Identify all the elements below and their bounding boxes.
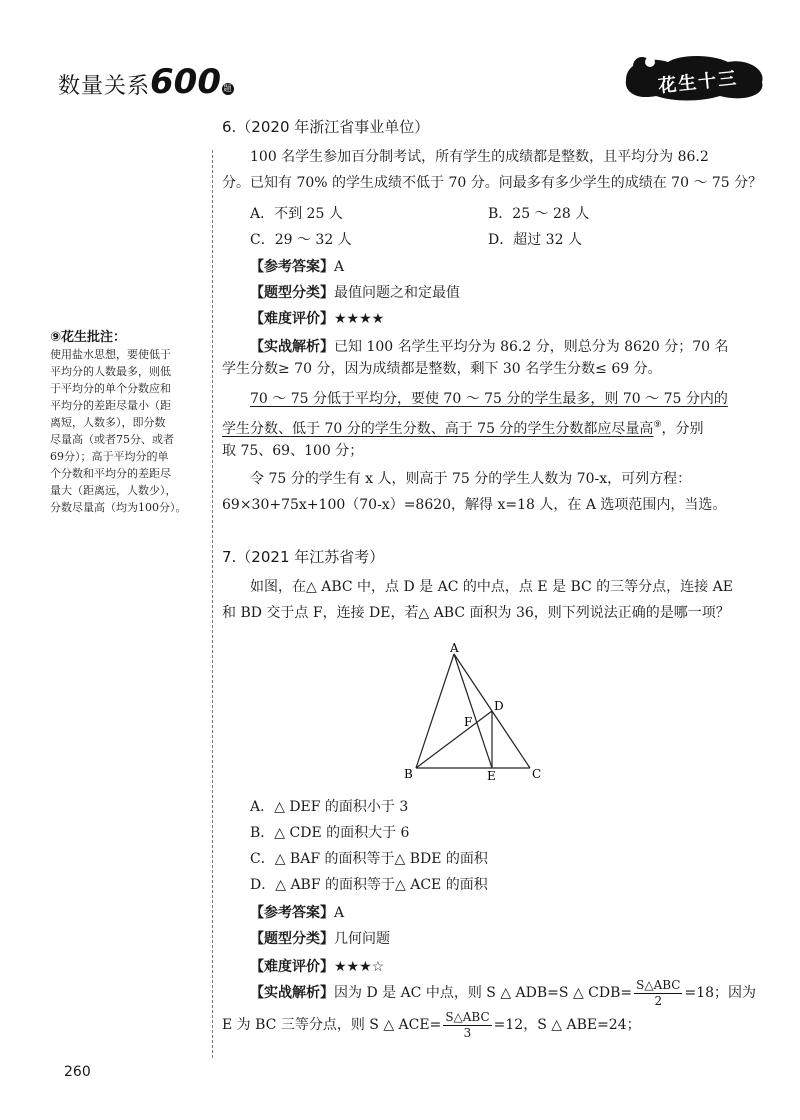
segment-ae (454, 654, 492, 768)
brand-logo-text: 花生十三 (657, 67, 740, 98)
margin-divider (212, 150, 213, 1058)
q7-option-d: D．△ ABF 的面积等于△ ACE 的面积 (250, 877, 488, 893)
q6-option-c: C．29 ～ 32 人 (250, 232, 352, 248)
side-note-line: 使用盐水思想，要使低于 (50, 348, 171, 361)
side-note-line: 量大（距离远，人数少）， (50, 484, 177, 497)
q6-option-a: A．不到 25 人 (250, 206, 343, 222)
segment-bd (416, 711, 492, 768)
q6-analysis-line6: 令 75 分的学生有 x 人，则高于 75 分的学生人数为 70-x，可列方程： (250, 471, 692, 487)
q6-analysis-line5: 取 75、69、100 分； (222, 443, 364, 459)
q6-answer (250, 256, 344, 276)
q7-title: 7.（2021 年江苏省考） (222, 548, 385, 566)
q6-type (250, 282, 460, 302)
label-a: A (450, 641, 459, 655)
q7-analysis-line1: 【实战解析】因为 D 是 AC 中点，则 S △ ADB=S △ CDB= $\frac{\text{S△ABC}}{2}$ =18；因为 (250, 977, 757, 1008)
q6-difficulty-label: 【难度评价】 (250, 311, 334, 327)
q6-analysis-line7: 69×30+75x+100（70-x）=8620，解得 x=18 人，在 A 选项范围内，当选。 (222, 497, 727, 513)
q6-title: 6.（2020 年浙江省事业单位） (222, 118, 430, 136)
q7-answer-value: A (334, 905, 345, 921)
q7-option-a: A．△ DEF 的面积小于 3 (250, 799, 409, 815)
q7-option-c: C．△ BAF 的面积等于△ BDE 的面积 (250, 851, 488, 867)
q7-type (250, 928, 390, 948)
q7-analysis-line2: E 为 BC 三等分点，则 S △ ACE= $\frac{\text{S△ABC}}{3}$ =12，S △ ABE=24； (222, 1009, 641, 1040)
q7-analysis-label: 【实战解析】 (250, 985, 334, 1001)
q6-stem-line1: 100 名学生参加百分制考试，所有学生的成绩都是整数，且平均分为 86.2 (250, 149, 709, 165)
q6-difficulty (250, 308, 384, 328)
fraction-half: $\frac{\text{S△ABC}}{2}$ (636, 977, 681, 1008)
triangle-figure (396, 640, 556, 786)
q6-answer-value: A (334, 259, 345, 275)
q7-type-label: 【题型分类】 (250, 931, 334, 947)
side-note-line: 尽量高（或者75分、或者 (50, 433, 174, 446)
side-note-line: 个分数和平均分的差距尽 (50, 467, 171, 480)
q6-type-label: 【题型分类】 (250, 285, 334, 301)
q7-stem-line1: 如图，在△ ABC 中，点 D 是 AC 的中点，点 E 是 BC 的三等分点，连接 AE (250, 579, 733, 595)
fraction-third: $\frac{\text{S△ABC}}{3}$ (445, 1009, 490, 1040)
q6-analysis-line4: 学生分数、低于 70 分的学生分数、高于 75 分的学生分数都应尽量高⑨，分别 (222, 420, 704, 437)
side-note-body (50, 346, 210, 516)
label-b: B (404, 767, 413, 781)
q6-analysis-line1: 【实战解析】已知 100 名学生平均分为 86.2 分，则总分为 8620 分；70 名 (250, 339, 729, 355)
label-f: F (464, 715, 473, 729)
q7-answer-label: 【参考答案】 (250, 905, 334, 921)
side-note-line: 离短，人数多），即分数 (50, 416, 166, 429)
page-number: 260 (64, 1064, 91, 1080)
q6-analysis-line2: 学生分数≥ 70 分，因为成绩都是整数，剩下 30 名学生分数≤ 69 分。 (222, 361, 662, 377)
q7-difficulty (250, 956, 384, 976)
edge-ab (416, 654, 454, 768)
side-note-line: 分数尽量高（均为100分）。 (50, 501, 187, 514)
side-note-line: 于平均分的单个分数应和 (50, 382, 171, 395)
side-note-line: 69分）；高于平均分的单 (50, 450, 169, 463)
label-d: D (494, 699, 504, 713)
q6-analysis-line3: 70 ～ 75 分低于平均分，要使 70 ～ 75 分的学生最多，则 70 ～ 75 分内的 (250, 391, 728, 407)
q7-stem-line2: 和 BD 交于点 F，连接 DE，若△ ABC 面积为 36，则下列说法正确的是哪一项？ (222, 605, 730, 621)
q6-type-value: 最值问题之和定最值 (334, 285, 460, 301)
q6-answer-label: 【参考答案】 (250, 259, 334, 275)
q7-answer (250, 902, 344, 922)
q6-option-d: D．超过 32 人 (488, 232, 582, 248)
side-note-title: ⑨花生批注： (50, 330, 127, 345)
q6-analysis-label: 【实战解析】 (250, 339, 334, 355)
q7-difficulty-stars: ★★★☆ (334, 959, 385, 975)
q7-difficulty-label: 【难度评价】 (250, 959, 334, 975)
side-note-line: 平均分的人数最多，则低 (50, 365, 171, 378)
q7-option-b: B．△ CDE 的面积大于 6 (250, 825, 410, 841)
label-e: E (487, 769, 496, 783)
label-c: C (532, 767, 542, 781)
q6-option-b: B．25 ～ 28 人 (488, 206, 590, 222)
q7-type-value: 几何问题 (334, 931, 390, 947)
book-title: 数量关系600 题 (58, 62, 233, 102)
side-note-line: 平均分的差距尽量小（距 (50, 399, 171, 412)
footnote-ref: ⑨ (653, 420, 662, 430)
q6-stem-line2: 分。已知有 70% 的学生成绩不低于 70 分。问最多有多少学生的成绩在 70 ～ 75 分？ (222, 175, 763, 191)
q6-difficulty-stars: ★★★★ (334, 311, 385, 327)
